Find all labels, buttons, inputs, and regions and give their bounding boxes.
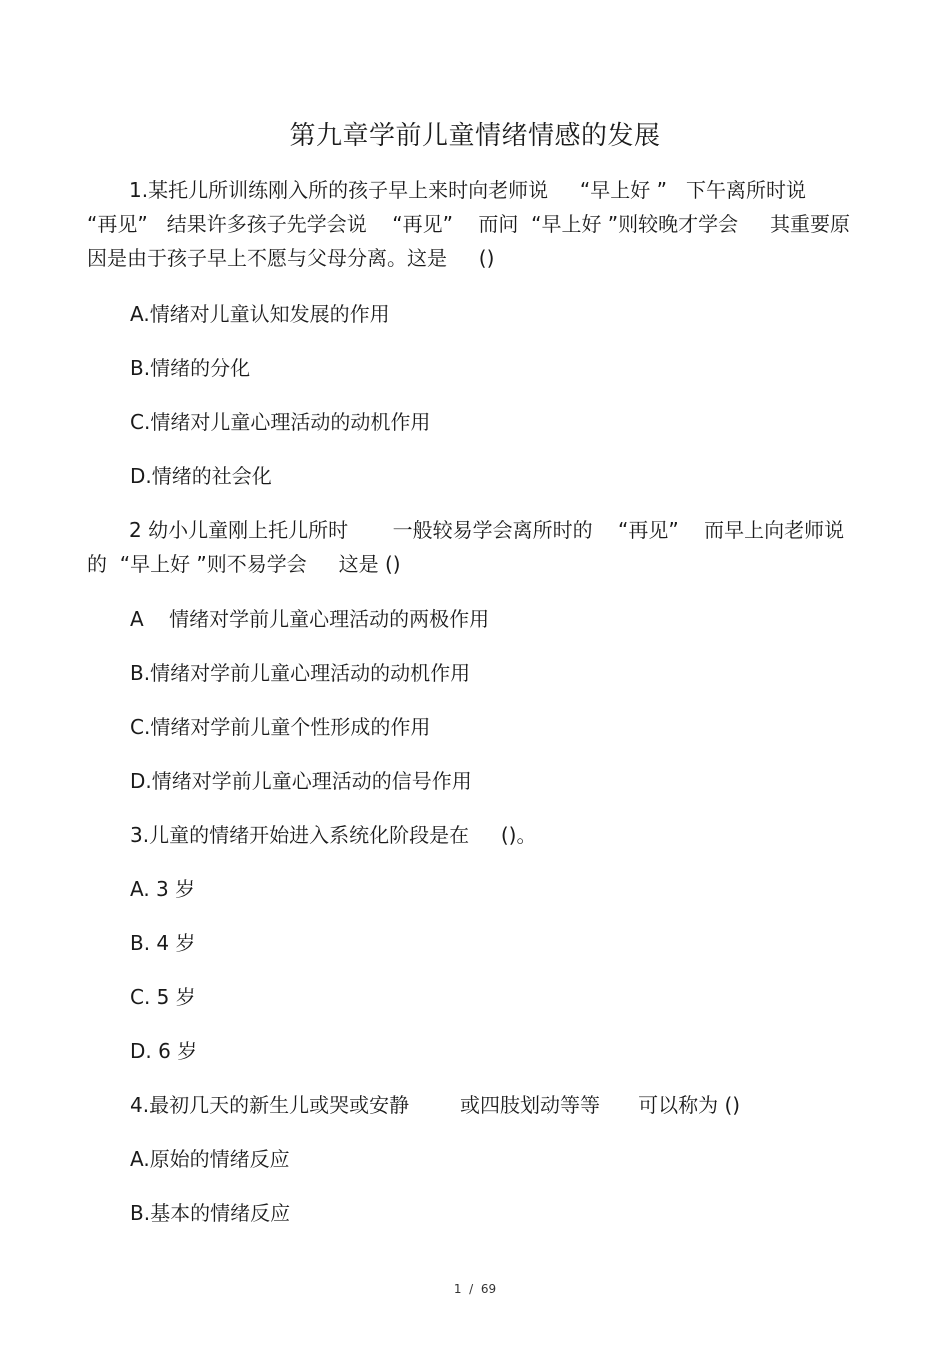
question-3-option-b: B. 4 岁 xyxy=(130,931,196,955)
question-1-option-a: A.情绪对儿童认知发展的作用 xyxy=(130,302,390,326)
question-2-option-d: D.情绪对学前儿童心理活动的信号作用 xyxy=(130,769,472,793)
question-1-option-c: C.情绪对儿童心理活动的动机作用 xyxy=(130,410,431,434)
question-2-option-c: C.情绪对学前儿童个性形成的作用 xyxy=(130,715,431,739)
question-1-option-b: B.情绪的分化 xyxy=(130,356,251,380)
question-2-option-b: B.情绪对学前儿童心理活动的动机作用 xyxy=(130,661,471,685)
question-2-stem: 2 幼小儿童刚上托儿所时 一般较易学会离所时的 “再见” 而早上向老师说的 “早上好 ”则不易学会 这是 () xyxy=(87,518,845,576)
page-number: 1 / 69 xyxy=(453,1282,497,1296)
page-title: 第九章学前儿童情绪情感的发展 xyxy=(289,121,661,151)
question-1-stem: 1.某托儿所训练刚入所的孩子早上来时向老师说 “早上好 ” 下午离所时说 “再见” 结果许多孩子先学会说 “再见” 而问 “早上好 ”则较晚才学会 其重要原因是由于孩子早上不愿与父母分离。这是 () xyxy=(87,178,850,270)
question-3-option-c: C. 5 岁 xyxy=(130,985,196,1009)
question-4-stem: 4.最初几天的新生儿或哭或安静 或四肢划动等等 可以称为 () xyxy=(130,1093,741,1117)
question-3-stem: 3.儿童的情绪开始进入系统化阶段是在 ()。 xyxy=(130,823,537,847)
question-3-option-a: A. 3 岁 xyxy=(130,877,196,901)
question-1-option-d: D.情绪的社会化 xyxy=(130,464,272,488)
question-3-option-d: D. 6 岁 xyxy=(130,1039,198,1063)
question-4-option-b: B.基本的情绪反应 xyxy=(130,1201,291,1225)
question-2-option-a: A 情绪对学前儿童心理活动的两极作用 xyxy=(130,607,490,631)
question-4-option-a: A.原始的情绪反应 xyxy=(130,1147,290,1171)
